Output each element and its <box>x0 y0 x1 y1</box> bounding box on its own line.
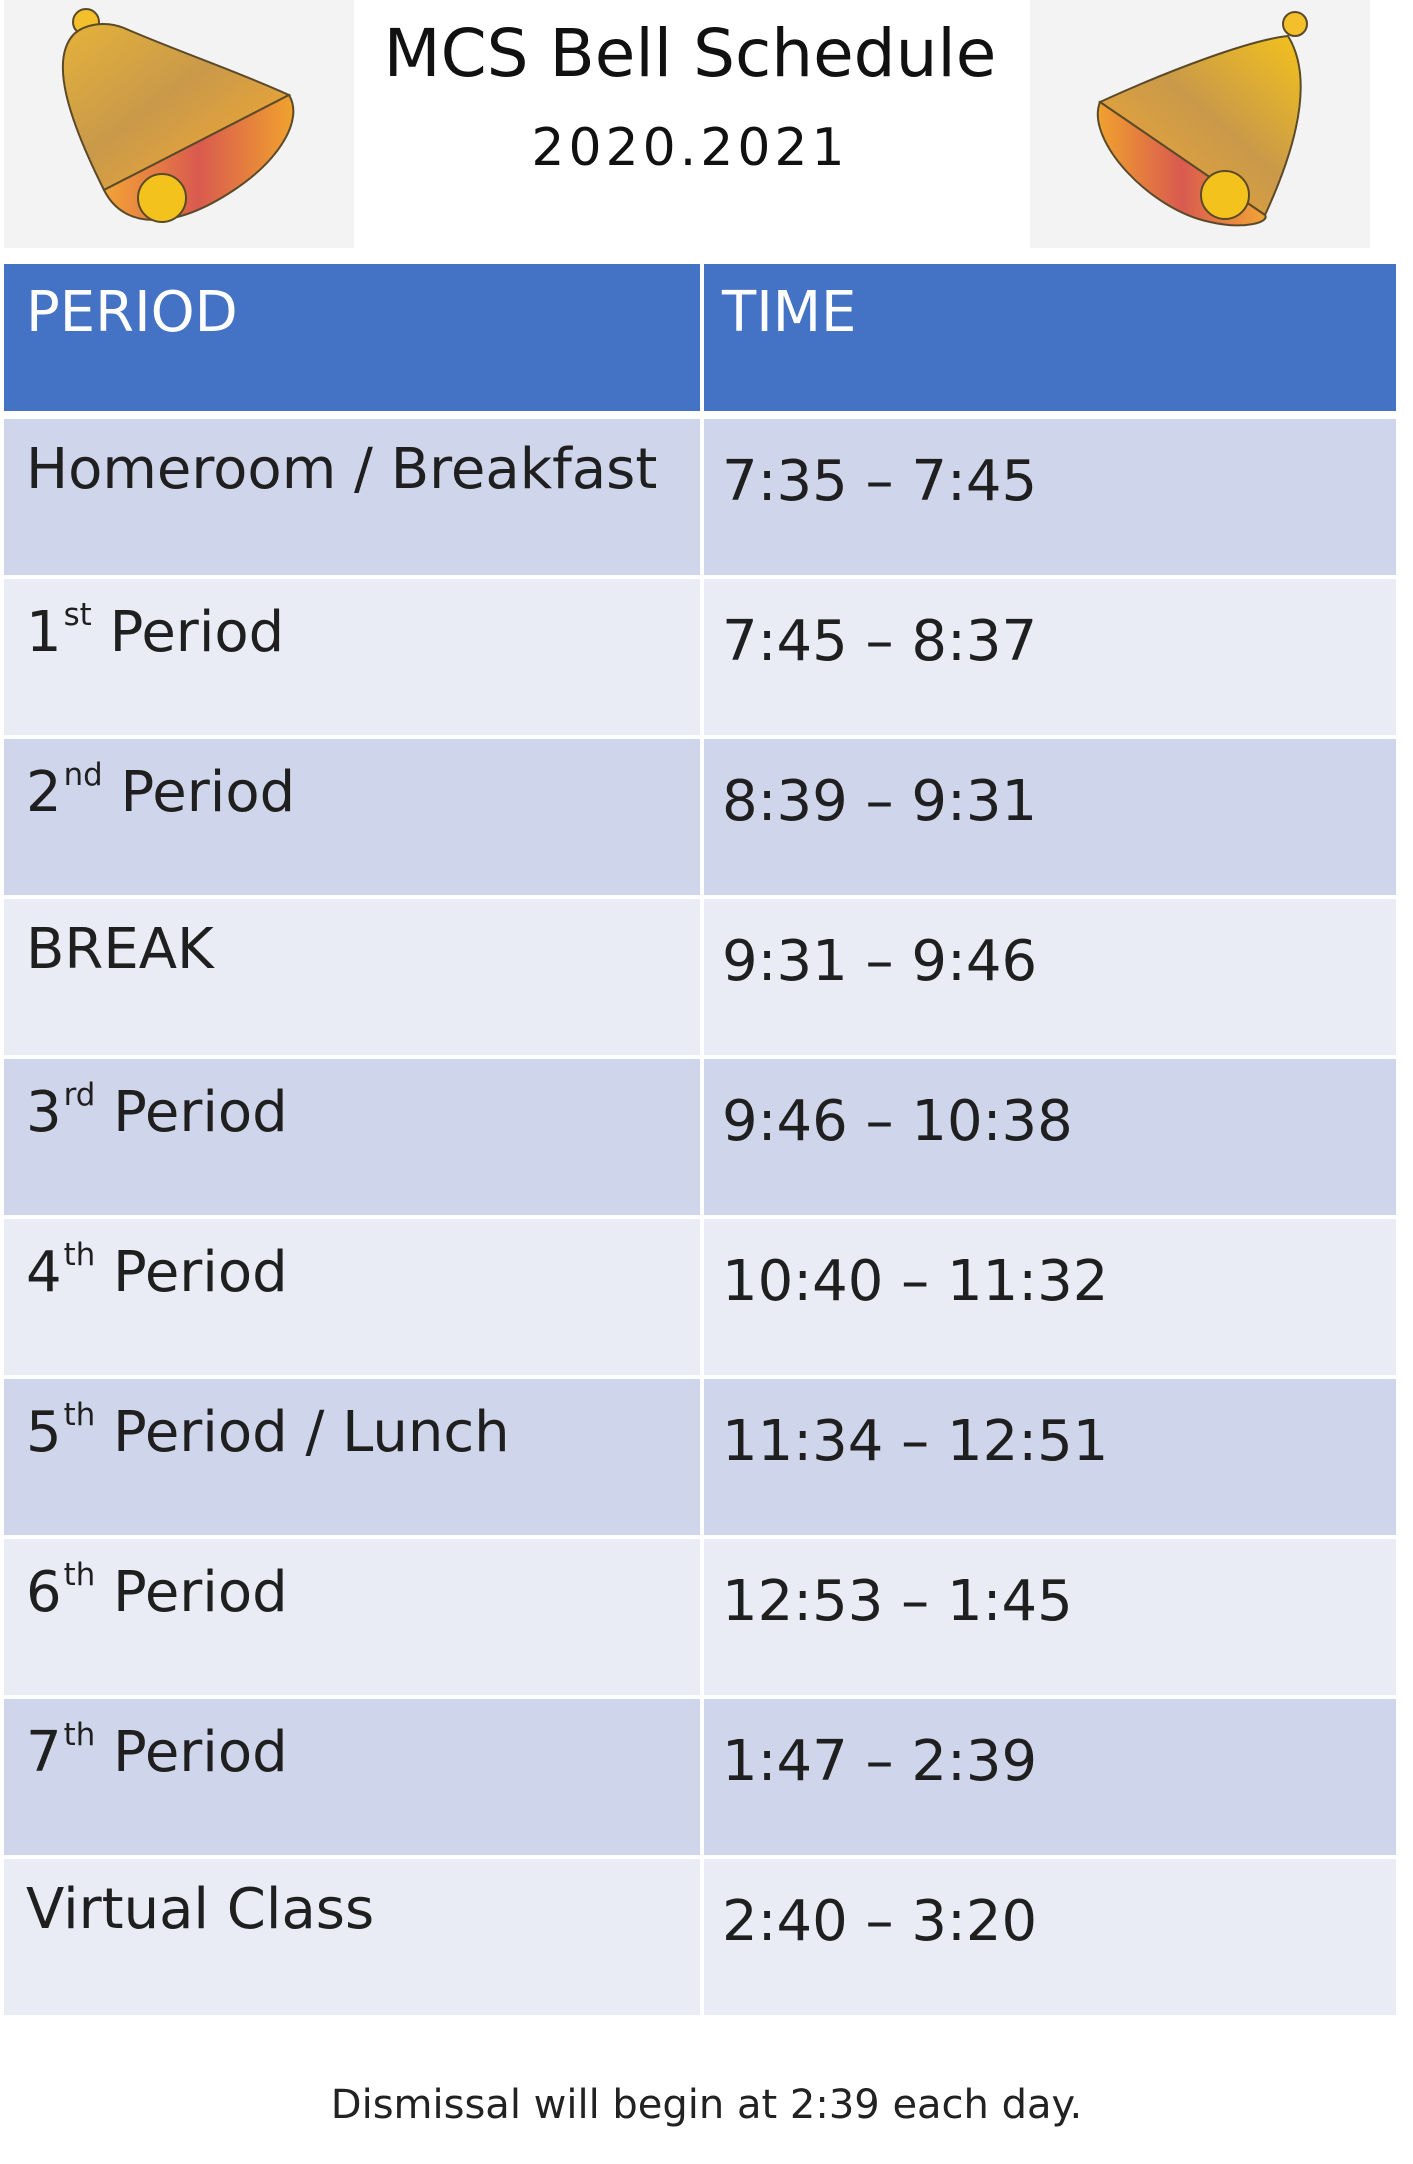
time-cell: 9:46 – 10:38 <box>704 1059 1396 1219</box>
period-cell: 4th Period <box>4 1219 704 1379</box>
table-row <box>4 1859 1396 2019</box>
table-row <box>4 899 1396 1059</box>
schedule-table <box>4 264 1396 2019</box>
period-cell: 2nd Period <box>4 739 704 899</box>
table-row <box>4 1059 1396 1219</box>
school-year: 2020.2021 <box>531 118 849 178</box>
time-cell: 12:53 – 1:45 <box>704 1539 1396 1699</box>
period-cell: 7th Period <box>4 1699 704 1859</box>
time-cell: 7:45 – 8:37 <box>704 579 1396 739</box>
table-row <box>4 419 1396 579</box>
time-cell: 11:34 – 12:51 <box>704 1379 1396 1539</box>
period-cell: 6th Period <box>4 1539 704 1699</box>
period-cell: 1st Period <box>4 579 704 739</box>
table-row <box>4 1379 1396 1539</box>
period-cell: 3rd Period <box>4 1059 704 1219</box>
table-row <box>4 739 1396 899</box>
table-row <box>4 1699 1396 1859</box>
bell-icon <box>4 0 354 248</box>
time-cell: 1:47 – 2:39 <box>704 1699 1396 1859</box>
time-cell: 2:40 – 3:20 <box>704 1859 1396 2019</box>
time-cell: 10:40 – 11:32 <box>704 1219 1396 1379</box>
dismissal-note: Dismissal will begin at 2:39 each day. <box>330 2082 1083 2128</box>
period-cell: Virtual Class <box>4 1859 704 2019</box>
table-row <box>4 1219 1396 1379</box>
time-cell: 9:31 – 9:46 <box>704 899 1396 1059</box>
period-cell: Homeroom / Breakfast <box>4 419 704 579</box>
column-header-period: PERIOD <box>4 264 704 419</box>
bell-icon <box>1030 0 1370 248</box>
time-cell: 8:39 – 9:31 <box>704 739 1396 899</box>
period-cell: BREAK <box>4 899 704 1059</box>
table-row <box>4 1539 1396 1699</box>
page-title: MCS Bell Schedule <box>383 15 997 92</box>
table-row <box>4 579 1396 739</box>
period-cell: 5th Period / Lunch <box>4 1379 704 1539</box>
column-header-time: TIME <box>704 264 1396 419</box>
table-header-row <box>4 264 1396 419</box>
time-cell: 7:35 – 7:45 <box>704 419 1396 579</box>
